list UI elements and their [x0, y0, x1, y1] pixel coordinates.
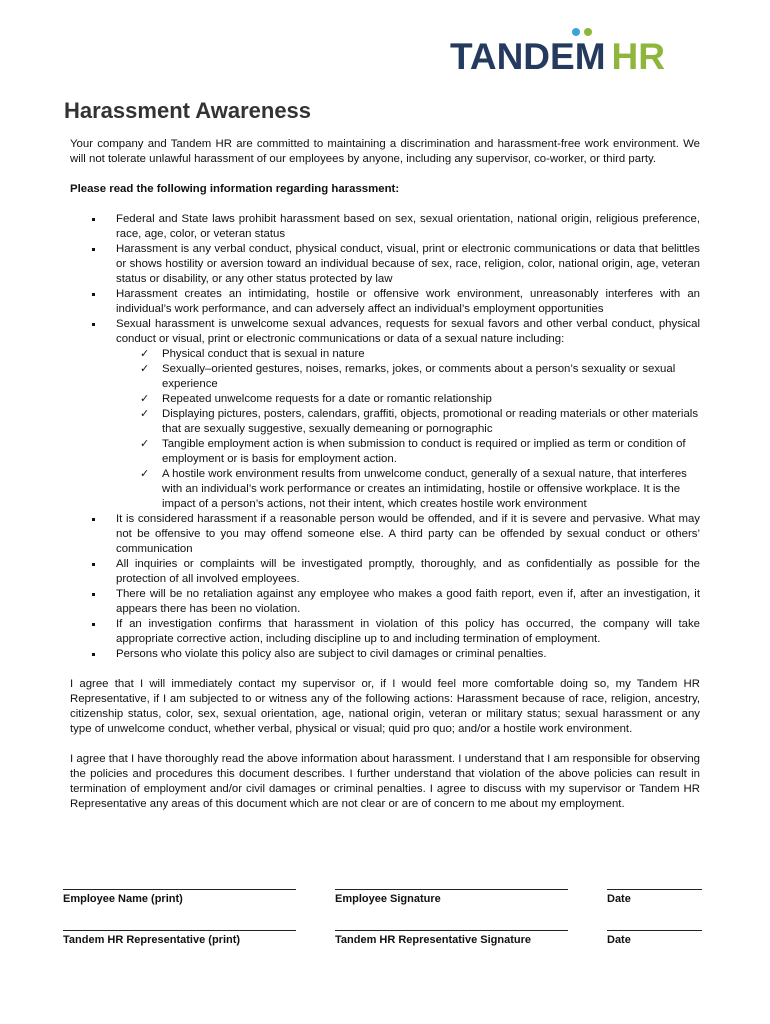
- check-item: ✓ A hostile work environment results from unwelcome conduct, generally of a sexual nature, that interferes with an individual’s work performance or creates an intimidating, hostile or offensive workplace. It is the impact of a person’s actions, not their intent, which creates hostile work environment: [116, 467, 700, 512]
- check-item: ✓ Displaying pictures, posters, calendars, graffiti, objects, promotional or reading materials or other materials that are sexually suggestive, sexually demeaning or pornographic: [116, 407, 700, 437]
- list-item: There will be no retaliation against any employee who makes a good faith report, even if, after an investigation, it appears there has been no violation.: [70, 587, 700, 617]
- lead-heading: Please read the following information regarding harassment:: [70, 183, 400, 195]
- check-item: ✓ Sexually–oriented gestures, noises, remarks, jokes, or comments about a person’s sexuality or sexual experience: [116, 362, 700, 392]
- employee-signature-line[interactable]: [335, 880, 568, 890]
- check-item: ✓ Physical conduct that is sexual in nature: [116, 347, 700, 362]
- harassment-info-list: [70, 212, 700, 662]
- check-item: ✓ Tangible employment action is when submission to conduct is required or implied as term or condition of employment or is basis for employment action.: [116, 437, 700, 467]
- representative-signature-row: [63, 921, 703, 962]
- logo-dot-icon: [572, 28, 580, 36]
- employee-name-label: Employee Name (print): [63, 893, 183, 905]
- employee-signature-label: Employee Signature: [335, 893, 441, 905]
- employee-signature-row: [63, 880, 703, 921]
- list-item: [70, 317, 700, 512]
- logo-dot-icon: [584, 28, 592, 36]
- tandem-hr-logo: [450, 36, 690, 76]
- list-item-text: Sexual harassment is unwelcome sexual advances, requests for sexual favors and other verbal conduct, physical conduct or visual, print or electronic communications or data of a sexual nature including:: [116, 318, 700, 345]
- employee-name-line[interactable]: [63, 880, 296, 890]
- rep-name-line[interactable]: [63, 921, 296, 931]
- page-title: Harassment Awareness: [64, 98, 312, 123]
- employee-date-line[interactable]: [607, 880, 702, 890]
- logo-word-tandem: TANDEM: [450, 36, 606, 77]
- rep-date-line[interactable]: [607, 921, 702, 931]
- rep-signature-label: Tandem HR Representative Signature: [335, 934, 532, 946]
- list-item: If an investigation confirms that harassment in violation of this policy has occurred, the company will take appropriate corrective action, including discipline up to and including termination of employment.: [70, 617, 700, 647]
- signature-block: [63, 880, 703, 962]
- intro-paragraph: Your company and Tandem HR are committed to maintaining a discrimination and harassment-free work environment. We will not tolerate unlawful harassment of our employees by anyone, including any supervisor, co-worker, or third party.: [70, 138, 700, 165]
- list-item: It is considered harassment if a reasonable person would be offended, and if it is severe and pervasive. What may not be offensive to you may offend someone else. A third party can be offended by sexual conduct or others’ communication: [70, 512, 700, 557]
- list-item: Harassment is any verbal conduct, physical conduct, visual, print or electronic communications or data that belittles or shows hostility or aversion toward an individual because of sex, race, religion, color, national origin, age, veteran status or disability, or any other status protected by law: [70, 242, 700, 287]
- sexual-harassment-examples: [116, 347, 700, 512]
- employee-date-label: Date: [607, 893, 631, 905]
- logo-word-hr: HR: [611, 36, 665, 77]
- list-item: Federal and State laws prohibit harassment based on sex, sexual orientation, national origin, religious preference, race, age, color, or veteran status: [70, 212, 700, 242]
- document-body: [70, 137, 700, 812]
- list-item: All inquiries or complaints will be investigated promptly, thoroughly, and as confidentially as possible for the protection of all involved employees.: [70, 557, 700, 587]
- check-item: ✓ Repeated unwelcome requests for a date or romantic relationship: [116, 392, 700, 407]
- list-item: Harassment creates an intimidating, hostile or offensive work environment, unreasonably interferes with an individual’s work performance, and can adversely affect an individual’s employment opportunities: [70, 287, 700, 317]
- rep-signature-line[interactable]: [335, 921, 568, 931]
- rep-name-label: Tandem HR Representative (print): [63, 934, 241, 946]
- rep-date-label: Date: [607, 934, 631, 946]
- list-item: Persons who violate this policy also are subject to civil damages or criminal penalties.: [70, 647, 700, 662]
- agreement-read-paragraph: I agree that I have thoroughly read the above information about harassment. I understand that I am responsible for observing the policies and procedures this document describes. I further understand that violation of the above policies can result in termination of employment and/or civil damages or criminal penalties. I agree to discuss with my supervisor or Tandem HR Representative any areas of this document which are not clear or are of concern to me about my employment.: [70, 753, 700, 810]
- agreement-contact-paragraph: I agree that I will immediately contact my supervisor or, if I would feel more comfortable doing so, my Tandem HR Representative, if I am subjected to or witness any of the following actions: Harassment because of race, religion, ancestry, citizenship status, color, sex, sexual orientation, age, national origin, veteran or military status; sexual harassment or any type of unwelcome conduct, whether verbal, physical or visual; quid pro quo; and/or a hostile work environment.: [70, 678, 700, 735]
